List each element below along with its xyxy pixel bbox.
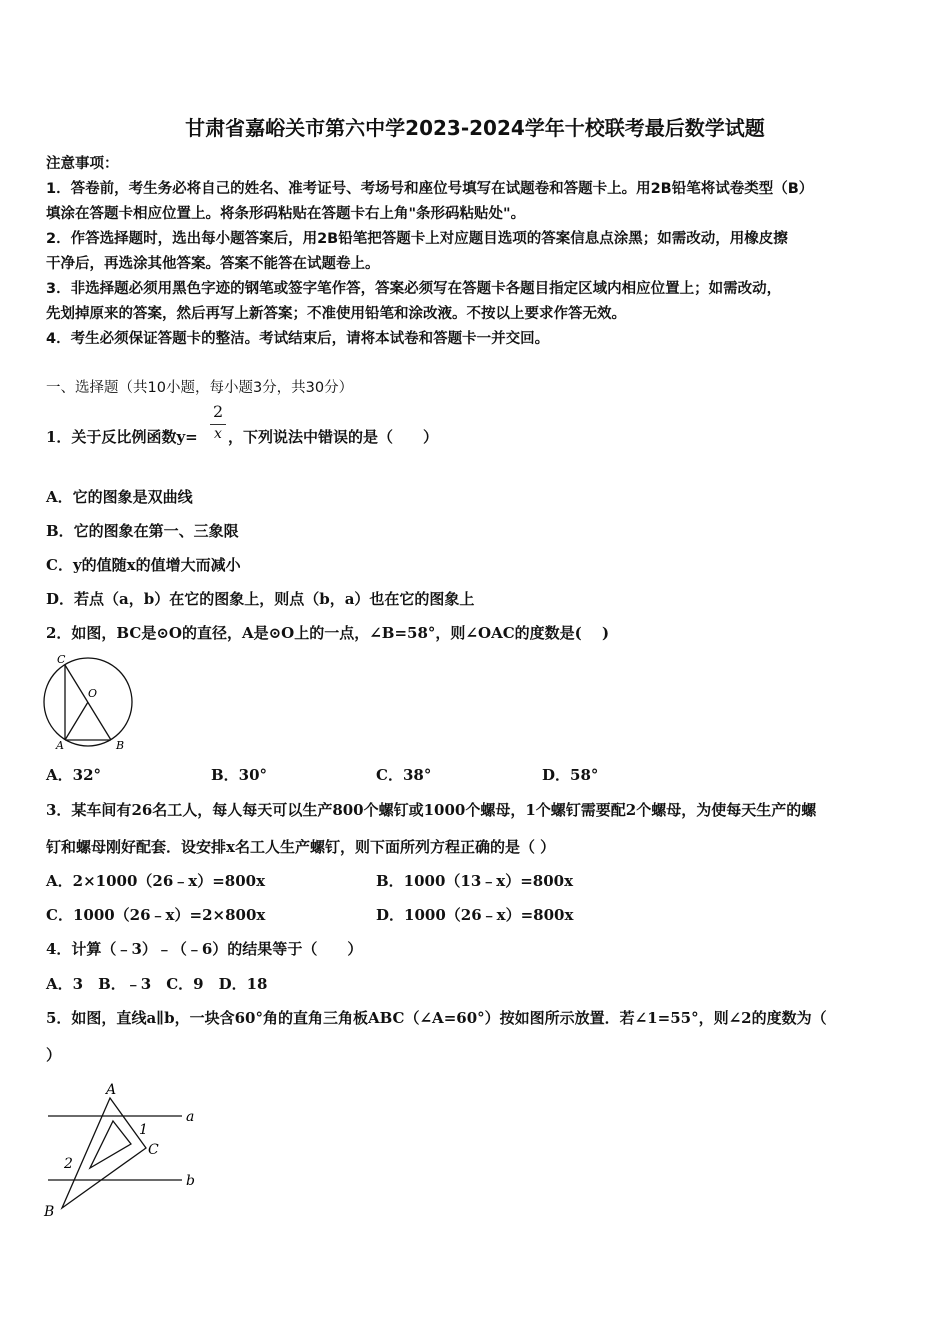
q1-frac-bar — [210, 424, 226, 425]
q4-stem: 4．计算（﹣3）﹣（﹣6）的结果等于（ ） — [46, 940, 363, 958]
q1-option-b: B．它的图象在第一、三象限 — [46, 522, 239, 540]
q5-triangle-figure — [40, 1076, 210, 1221]
q3-stem-line2: 钉和螺母刚好配套．设安排x名工人生产螺钉，则下面所列方程正确的是（ ） — [46, 838, 556, 856]
section-heading: 一、选择题（共10小题，每小题3分，共30分） — [46, 380, 354, 396]
notice-line: 4．考生必须保证答题卡的整洁。考试结束后，请将本试卷和答题卡一并交回。 — [46, 331, 550, 347]
q2-stem: 2．如图，BC是⊙O的直径，A是⊙O上的一点，∠B=58°，则∠OAC的度数是( ) — [46, 624, 610, 642]
label-line-b: b — [186, 1173, 195, 1189]
notice-line: 3．非选择题必须用黑色字迹的钢笔或签字笔作答，答案必须写在答题卡各题目指定区域内相应位置上；如需改动， — [46, 281, 782, 297]
q1-frac-denominator: x — [214, 426, 222, 442]
q1-frac-numerator: 2 — [213, 402, 224, 421]
notice-line: 2．作答选择题时，选出每小题答案后，用2B铅笔把答题卡上对应题目选项的答案信息点涂黑；如需改动，用橡皮擦 — [46, 231, 788, 247]
q4-options: A．3 B．﹣3 C．9 D．18 — [46, 975, 268, 993]
label-angle-2: 2 — [64, 1156, 73, 1172]
notice-line: 先划掉原来的答案，然后再写上新答案；不准使用铅笔和涂改液。不按以上要求作答无效。 — [46, 306, 626, 322]
outer-triangle — [62, 1098, 146, 1208]
q5-stem-line1: 5．如图，直线a∥b，一块含60°角的直角三角板ABC（∠A=60°）按如图所示放置．若∠1=55°，则∠2的度数为（ — [46, 1009, 827, 1027]
notice-line: 1．答卷前，考生务必将自己的姓名、准考证号、考场号和座位号填写在试题卷和答题卡上。用2B铅笔将试卷类型（B） — [46, 181, 814, 197]
notice-line: 填涂在答题卡相应位置上。将条形码粘贴在答题卡右上角"条形码粘贴处"。 — [46, 206, 526, 222]
q3-option-b: B．1000（13﹣x）=800x — [376, 872, 574, 890]
label-angle-1: 1 — [139, 1122, 148, 1138]
segment-ao — [65, 702, 88, 740]
q1-option-a: A．它的图象是双曲线 — [46, 488, 193, 506]
label-c: C — [57, 653, 66, 666]
notice-line: 干净后，再选涂其他答案。答案不能答在试题卷上。 — [46, 256, 380, 272]
q5-stem-line2: ） — [46, 1046, 62, 1064]
q3-option-a: A．2×1000（26﹣x）=800x — [46, 872, 266, 890]
q3-stem-line1: 3．某车间有26名工人，每人每天可以生产800个螺钉或1000个螺母，1个螺钉需要配2个螺母，为使每天生产的螺 — [46, 801, 817, 819]
label-a: A — [56, 739, 64, 752]
q2-circle-figure — [40, 652, 140, 754]
q1-stem-post: ，下列说法中错误的是（ ） — [228, 428, 439, 446]
q3-option-c: C．1000（26﹣x）=2×800x — [46, 906, 266, 924]
q1-option-c: C．y的值随x的值增大而减小 — [46, 556, 241, 574]
label-a: A — [106, 1082, 117, 1098]
label-line-a: a — [186, 1109, 195, 1125]
inner-triangle — [90, 1121, 131, 1168]
label-c: C — [148, 1142, 159, 1158]
q2-option-c: C．38° — [376, 766, 432, 784]
q1-stem-pre: 1．关于反比例函数y= — [46, 428, 198, 446]
q2-option-b: B．30° — [211, 766, 268, 784]
label-b: B — [116, 739, 125, 752]
notice-heading: 注意事项： — [46, 156, 119, 172]
page-title: 甘肃省嘉峪关市第六中学2023-2024学年十校联考最后数学试题 — [185, 116, 765, 140]
q2-option-a: A．32° — [46, 766, 102, 784]
q3-option-d: D．1000（26﹣x）=800x — [376, 906, 574, 924]
label-o: O — [88, 687, 98, 700]
label-b: B — [44, 1204, 55, 1220]
q2-option-d: D．58° — [542, 766, 599, 784]
q1-option-d: D．若点（a，b）在它的图象上，则点（b，a）也在它的图象上 — [46, 590, 475, 608]
